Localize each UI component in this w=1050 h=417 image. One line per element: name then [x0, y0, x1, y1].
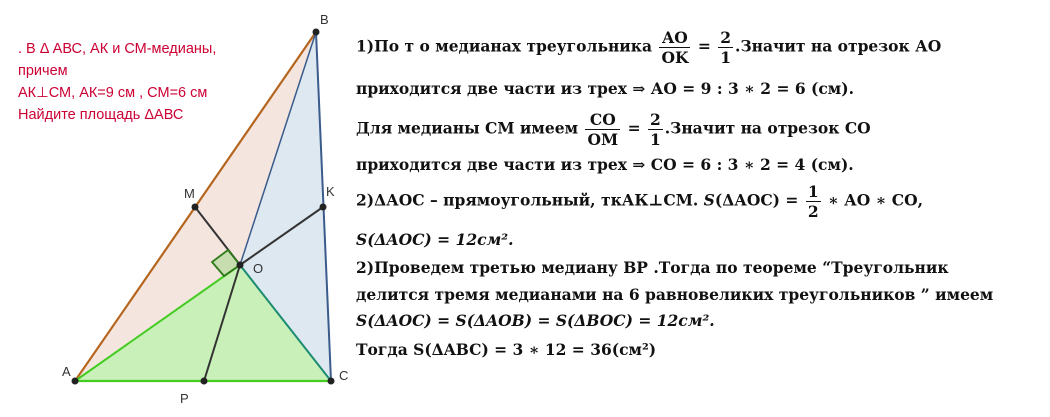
solution-line-3: Для медианы СМ имеем $\frac{CO}{OM}$ = $\frac{2}{1}$ .Значит на отрезок СО: [356, 110, 871, 149]
label-k: K: [326, 184, 335, 199]
point-p: [201, 378, 208, 385]
point-a: [72, 378, 79, 385]
solution-line-7: 2)Проведем третью медиану ВР .Тогда по теореме “Треугольник: [356, 258, 949, 277]
solution-line-5: 2)ΔАОС – прямоугольный, ткАК⊥СМ. S(ΔАОС) = $\frac{1}{2}$ ∗ АО ∗ СО,: [356, 182, 923, 221]
label-o: O: [253, 261, 264, 276]
solution-line-6: S(ΔAOC) = 12см².: [356, 230, 514, 249]
solution-line-1: 1)По т о медианах треугольника $\frac{AO}{OK}$ = $\frac{2}{1}$ .Значит на отрезок АО: [356, 28, 942, 67]
solution-line-9: S(ΔAOC) = S(ΔAOB) = S(ΔBOC) = 12см².: [356, 311, 715, 330]
fraction-1-2: $\frac{1}{2}$: [807, 182, 819, 221]
label-c: C: [339, 368, 349, 383]
label-b: B: [320, 12, 329, 27]
solution-line-10: Тогда S(ΔABC) = 3 ∗ 12 = 36(см²): [356, 340, 657, 359]
point-k: [320, 204, 327, 211]
problem-line: причем: [18, 63, 68, 79]
solution-line-4: приходится две части из трех ⇒ СО = 6 : 3 ∗ 2 = 4 (см).: [356, 155, 854, 174]
fraction-2-1: $\frac{2}{1}$: [720, 28, 732, 67]
problem-line: Найдите площадь ΔАВС: [18, 107, 184, 123]
label-a: A: [62, 364, 71, 379]
point-b: [313, 29, 320, 36]
point-c: [328, 378, 335, 385]
problem-statement: [18, 38, 348, 126]
fraction-2-1: $\frac{2}{1}$: [649, 110, 661, 149]
point-o: [237, 262, 244, 269]
fraction-ao-ok: $\frac{AO}{OK}$: [661, 28, 689, 67]
solution-line-8: делится тремя медианами на 6 равновеликих треугольников ” имеем: [356, 285, 994, 304]
fraction-co-om: $\frac{CO}{OM}$: [587, 110, 619, 149]
point-m: [192, 204, 199, 211]
problem-line: . В Δ АВС, АК и СМ-медианы,: [18, 41, 217, 57]
solution-line-2: приходится две части из трех ⇒ АО = 9 : 3 ∗ 2 = 6 (см).: [356, 79, 854, 98]
label-m: M: [184, 186, 195, 201]
label-p: P: [180, 391, 189, 406]
problem-line: АК⊥СМ, АК=9 см , СМ=6 см: [18, 85, 208, 101]
